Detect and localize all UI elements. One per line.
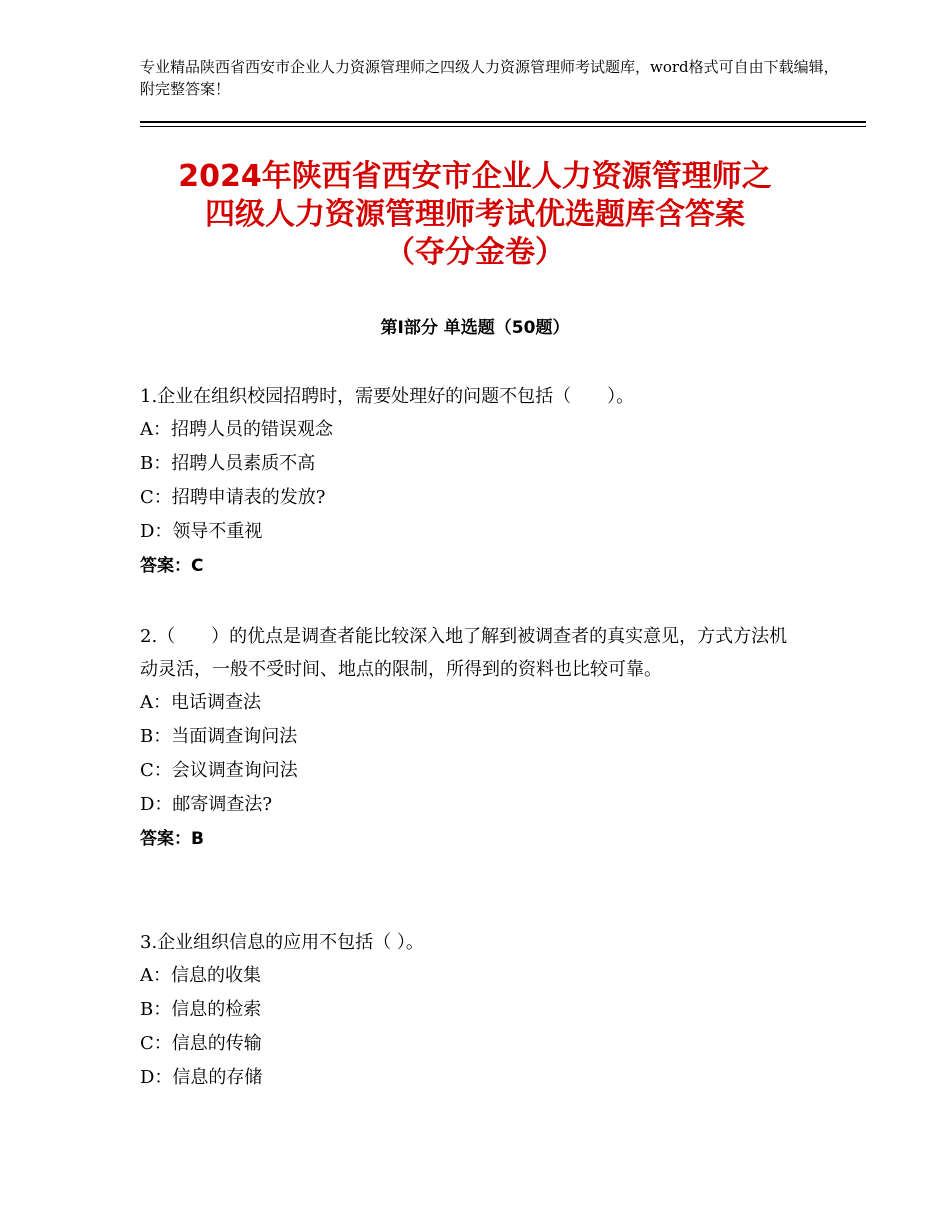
option-a: A：信息的收集 bbox=[140, 965, 261, 986]
header-rule-thick bbox=[140, 121, 866, 123]
answer: 答案：C bbox=[140, 556, 204, 576]
question-3 bbox=[140, 926, 800, 1095]
document-title-line-3: （夺分金卷） bbox=[385, 235, 565, 270]
option-c: C：信息的传输 bbox=[140, 1033, 262, 1054]
question-1 bbox=[140, 380, 800, 583]
option-b: B：当面调查询问法 bbox=[140, 726, 298, 747]
option-a: A：招聘人员的错误观念 bbox=[140, 419, 333, 440]
section-title: 第Ⅰ部分 单选题（50题） bbox=[380, 318, 570, 338]
question-stem: 2.（ ）的优点是调查者能比较深入地了解到被调查者的真实意见，方式方法机动灵活，一般不受时间、地点的限制，所得到的资料也比较可靠。 bbox=[140, 626, 788, 680]
question-stem: 1.企业在组织校园招聘时，需要处理好的问题不包括（ ）。 bbox=[140, 386, 635, 407]
header-note: 专业精品陕西省西安市企业人力资源管理师之四级人力资源管理师考试题库，word格式可自由下载编辑，附完整答案！ bbox=[140, 58, 839, 98]
option-c: C：招聘申请表的发放? bbox=[140, 487, 326, 508]
option-d: D：领导不重视 bbox=[140, 521, 263, 542]
option-a: A：电话调查法 bbox=[140, 692, 261, 713]
document-title bbox=[120, 158, 830, 272]
option-b: B：信息的检索 bbox=[140, 999, 262, 1020]
question-2 bbox=[140, 620, 800, 856]
option-d: D：邮寄调查法? bbox=[140, 794, 273, 815]
document-title-line-1: 2024年陕西省西安市企业人力资源管理师之 bbox=[178, 159, 772, 194]
header-rule-thin bbox=[140, 126, 866, 127]
document-title-line-2: 四级人力资源管理师考试优选题库含答案 bbox=[205, 197, 745, 232]
option-c: C：会议调查询问法 bbox=[140, 760, 298, 781]
answer: 答案：B bbox=[140, 829, 204, 849]
option-d: D：信息的存储 bbox=[140, 1067, 263, 1088]
option-b: B：招聘人员素质不高 bbox=[140, 453, 316, 474]
question-stem: 3.企业组织信息的应用不包括（ ）。 bbox=[140, 932, 424, 953]
